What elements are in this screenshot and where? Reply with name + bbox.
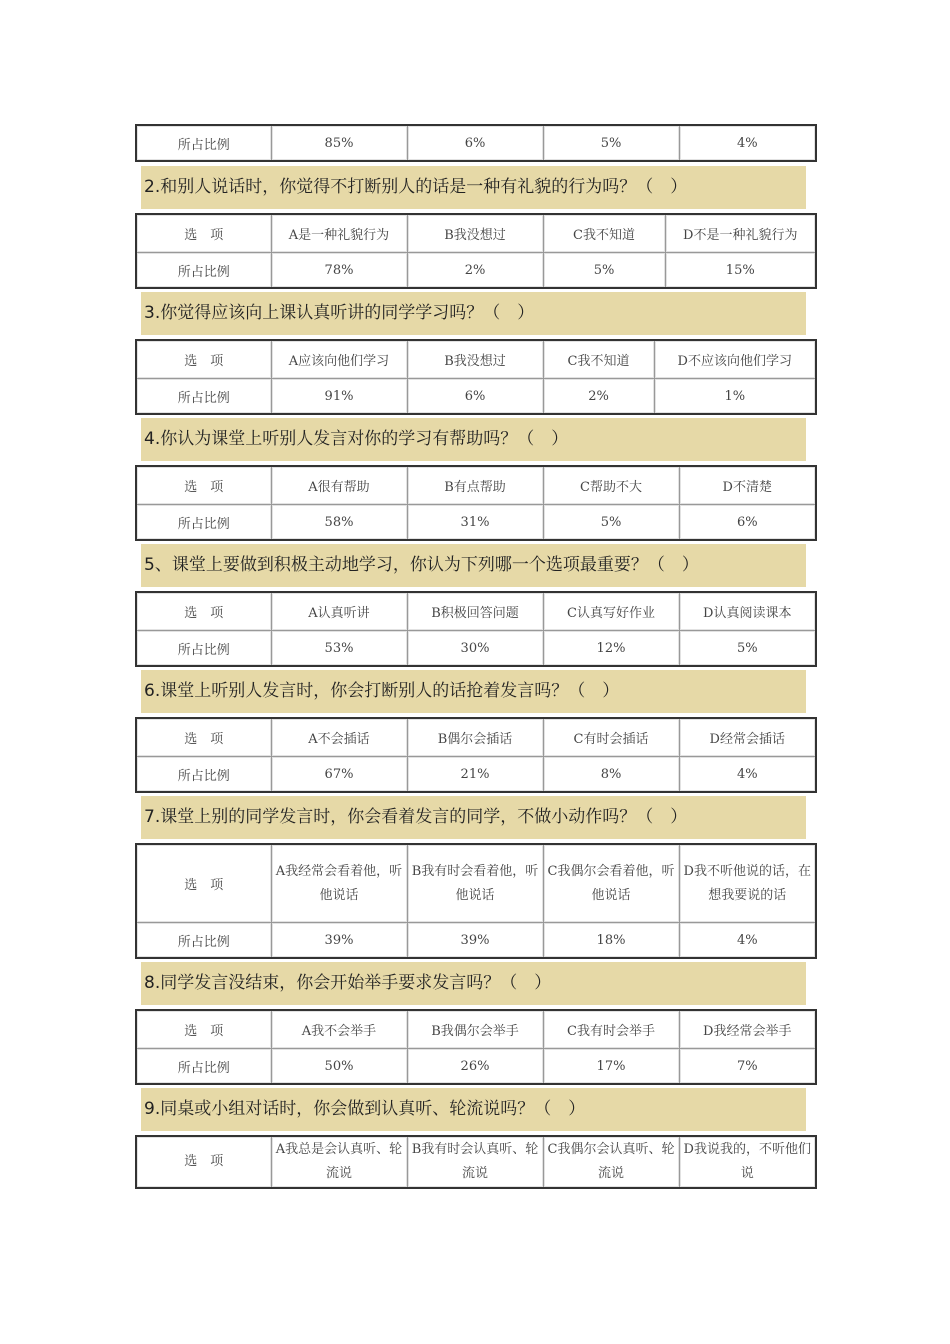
option-c: C我偶尔会看着他，听他说话	[543, 844, 679, 923]
option-b: B我没想过	[407, 214, 543, 253]
ratio-c: 2%	[543, 379, 654, 415]
option-d: D不清楚	[679, 466, 816, 505]
ratio-b: 26%	[407, 1049, 543, 1085]
option-c: C我有时会举手	[543, 1010, 679, 1049]
option-row	[136, 844, 816, 923]
option-label: 选 项	[136, 718, 271, 757]
ratio-c: 17%	[543, 1049, 679, 1085]
question-2-table	[135, 213, 817, 289]
option-a: A认真听讲	[271, 592, 407, 631]
option-c: C帮助不大	[543, 466, 679, 505]
option-row	[136, 1136, 816, 1188]
option-d: D我经常会举手	[679, 1010, 816, 1049]
option-b: B积极回答问题	[407, 592, 543, 631]
ratio-b: 2%	[407, 253, 543, 289]
question-9-table	[135, 1135, 817, 1189]
question-6-table	[135, 717, 817, 793]
ratio-d: 4%	[679, 757, 816, 793]
option-d: D经常会插话	[679, 718, 816, 757]
ratio-label: 所占比例	[136, 1049, 271, 1085]
ratio-label: 所占比例	[136, 923, 271, 959]
question-8-table	[135, 1009, 817, 1085]
ratio-a: 39%	[271, 923, 407, 959]
option-c: C我偶尔会认真听、轮流说	[543, 1136, 679, 1188]
ratio-c: 12%	[543, 631, 679, 667]
ratio-d: 4%	[679, 125, 816, 161]
option-d: D不应该向他们学习	[654, 340, 816, 379]
ratio-a: 85%	[271, 125, 407, 161]
option-label: 选 项	[136, 340, 271, 379]
option-c: C认真写好作业	[543, 592, 679, 631]
option-d: D我说我的，不听他们说	[679, 1136, 816, 1188]
ratio-a: 53%	[271, 631, 407, 667]
option-d: D不是一种礼貌行为	[665, 214, 816, 253]
ratio-b: 6%	[407, 125, 543, 161]
option-row	[136, 466, 816, 505]
ratio-label: 所占比例	[136, 125, 271, 161]
ratio-row	[136, 631, 816, 667]
ratio-a: 67%	[271, 757, 407, 793]
question-9-title: 9.同桌或小组对话时，你会做到认真听、轮流说吗？（ ）	[141, 1088, 806, 1131]
option-d: D认真阅读课本	[679, 592, 816, 631]
question-5-title: 5、课堂上要做到积极主动地学习，你认为下列哪一个选项最重要？（ ）	[141, 544, 806, 587]
option-a: A我不会举手	[271, 1010, 407, 1049]
ratio-d: 6%	[679, 505, 816, 541]
option-b: B我没想过	[407, 340, 543, 379]
ratio-label: 所占比例	[136, 757, 271, 793]
option-b: B我有时会认真听、轮流说	[407, 1136, 543, 1188]
option-label: 选 项	[136, 466, 271, 505]
ratio-b: 6%	[407, 379, 543, 415]
ratio-a: 91%	[271, 379, 407, 415]
option-label: 选 项	[136, 1136, 271, 1188]
ratio-label: 所占比例	[136, 631, 271, 667]
option-a: A应该向他们学习	[271, 340, 407, 379]
option-b: B我有时会看着他，听他说话	[407, 844, 543, 923]
option-row	[136, 340, 816, 379]
option-b: B我偶尔会举手	[407, 1010, 543, 1049]
option-a: A我经常会看着他，听他说话	[271, 844, 407, 923]
option-row	[136, 214, 816, 253]
ratio-row	[136, 125, 816, 161]
question-6-title: 6.课堂上听别人发言时，你会打断别人的话抢着发言吗？（ ）	[141, 670, 806, 713]
ratio-label: 所占比例	[136, 505, 271, 541]
ratio-b: 30%	[407, 631, 543, 667]
option-row	[136, 718, 816, 757]
question-3-title: 3.你觉得应该向上课认真听讲的同学学习吗？（ ）	[141, 292, 806, 335]
option-label: 选 项	[136, 592, 271, 631]
ratio-a: 78%	[271, 253, 407, 289]
option-c: C有时会插话	[543, 718, 679, 757]
question-4-table	[135, 465, 817, 541]
option-c: C我不知道	[543, 340, 654, 379]
option-a: A不会插话	[271, 718, 407, 757]
ratio-d: 7%	[679, 1049, 816, 1085]
question-7-table	[135, 843, 817, 959]
ratio-row	[136, 923, 816, 959]
option-label: 选 项	[136, 1010, 271, 1049]
option-label: 选 项	[136, 214, 271, 253]
question-5-table	[135, 591, 817, 667]
ratio-row	[136, 505, 816, 541]
ratio-d: 4%	[679, 923, 816, 959]
question-1-table	[135, 124, 817, 162]
ratio-b: 39%	[407, 923, 543, 959]
ratio-d: 5%	[679, 631, 816, 667]
ratio-b: 31%	[407, 505, 543, 541]
option-row	[136, 592, 816, 631]
option-a: A我总是会认真听、轮流说	[271, 1136, 407, 1188]
ratio-d: 15%	[665, 253, 816, 289]
question-2-title: 2.和别人说话时，你觉得不打断别人的话是一种有礼貌的行为吗？（ ）	[141, 166, 806, 209]
ratio-row	[136, 253, 816, 289]
option-c: C我不知道	[543, 214, 665, 253]
option-b: B有点帮助	[407, 466, 543, 505]
question-3-table	[135, 339, 817, 415]
ratio-c: 8%	[543, 757, 679, 793]
ratio-c: 5%	[543, 125, 679, 161]
question-7-title: 7.课堂上别的同学发言时，你会看着发言的同学，不做小动作吗？（ ）	[141, 796, 806, 839]
ratio-c: 5%	[543, 253, 665, 289]
ratio-b: 21%	[407, 757, 543, 793]
question-8-title: 8.同学发言没结束，你会开始举手要求发言吗？（ ）	[141, 962, 806, 1005]
ratio-c: 18%	[543, 923, 679, 959]
option-a: A很有帮助	[271, 466, 407, 505]
ratio-a: 58%	[271, 505, 407, 541]
option-label: 选 项	[136, 844, 271, 923]
ratio-d: 1%	[654, 379, 816, 415]
ratio-a: 50%	[271, 1049, 407, 1085]
ratio-label: 所占比例	[136, 379, 271, 415]
option-b: B偶尔会插话	[407, 718, 543, 757]
question-4-title: 4.你认为课堂上听别人发言对你的学习有帮助吗？（ ）	[141, 418, 806, 461]
option-row	[136, 1010, 816, 1049]
ratio-row	[136, 1049, 816, 1085]
option-d: D我不听他说的话，在想我要说的话	[679, 844, 816, 923]
ratio-label: 所占比例	[136, 253, 271, 289]
ratio-c: 5%	[543, 505, 679, 541]
option-a: A是一种礼貌行为	[271, 214, 407, 253]
ratio-row	[136, 379, 816, 415]
ratio-row	[136, 757, 816, 793]
